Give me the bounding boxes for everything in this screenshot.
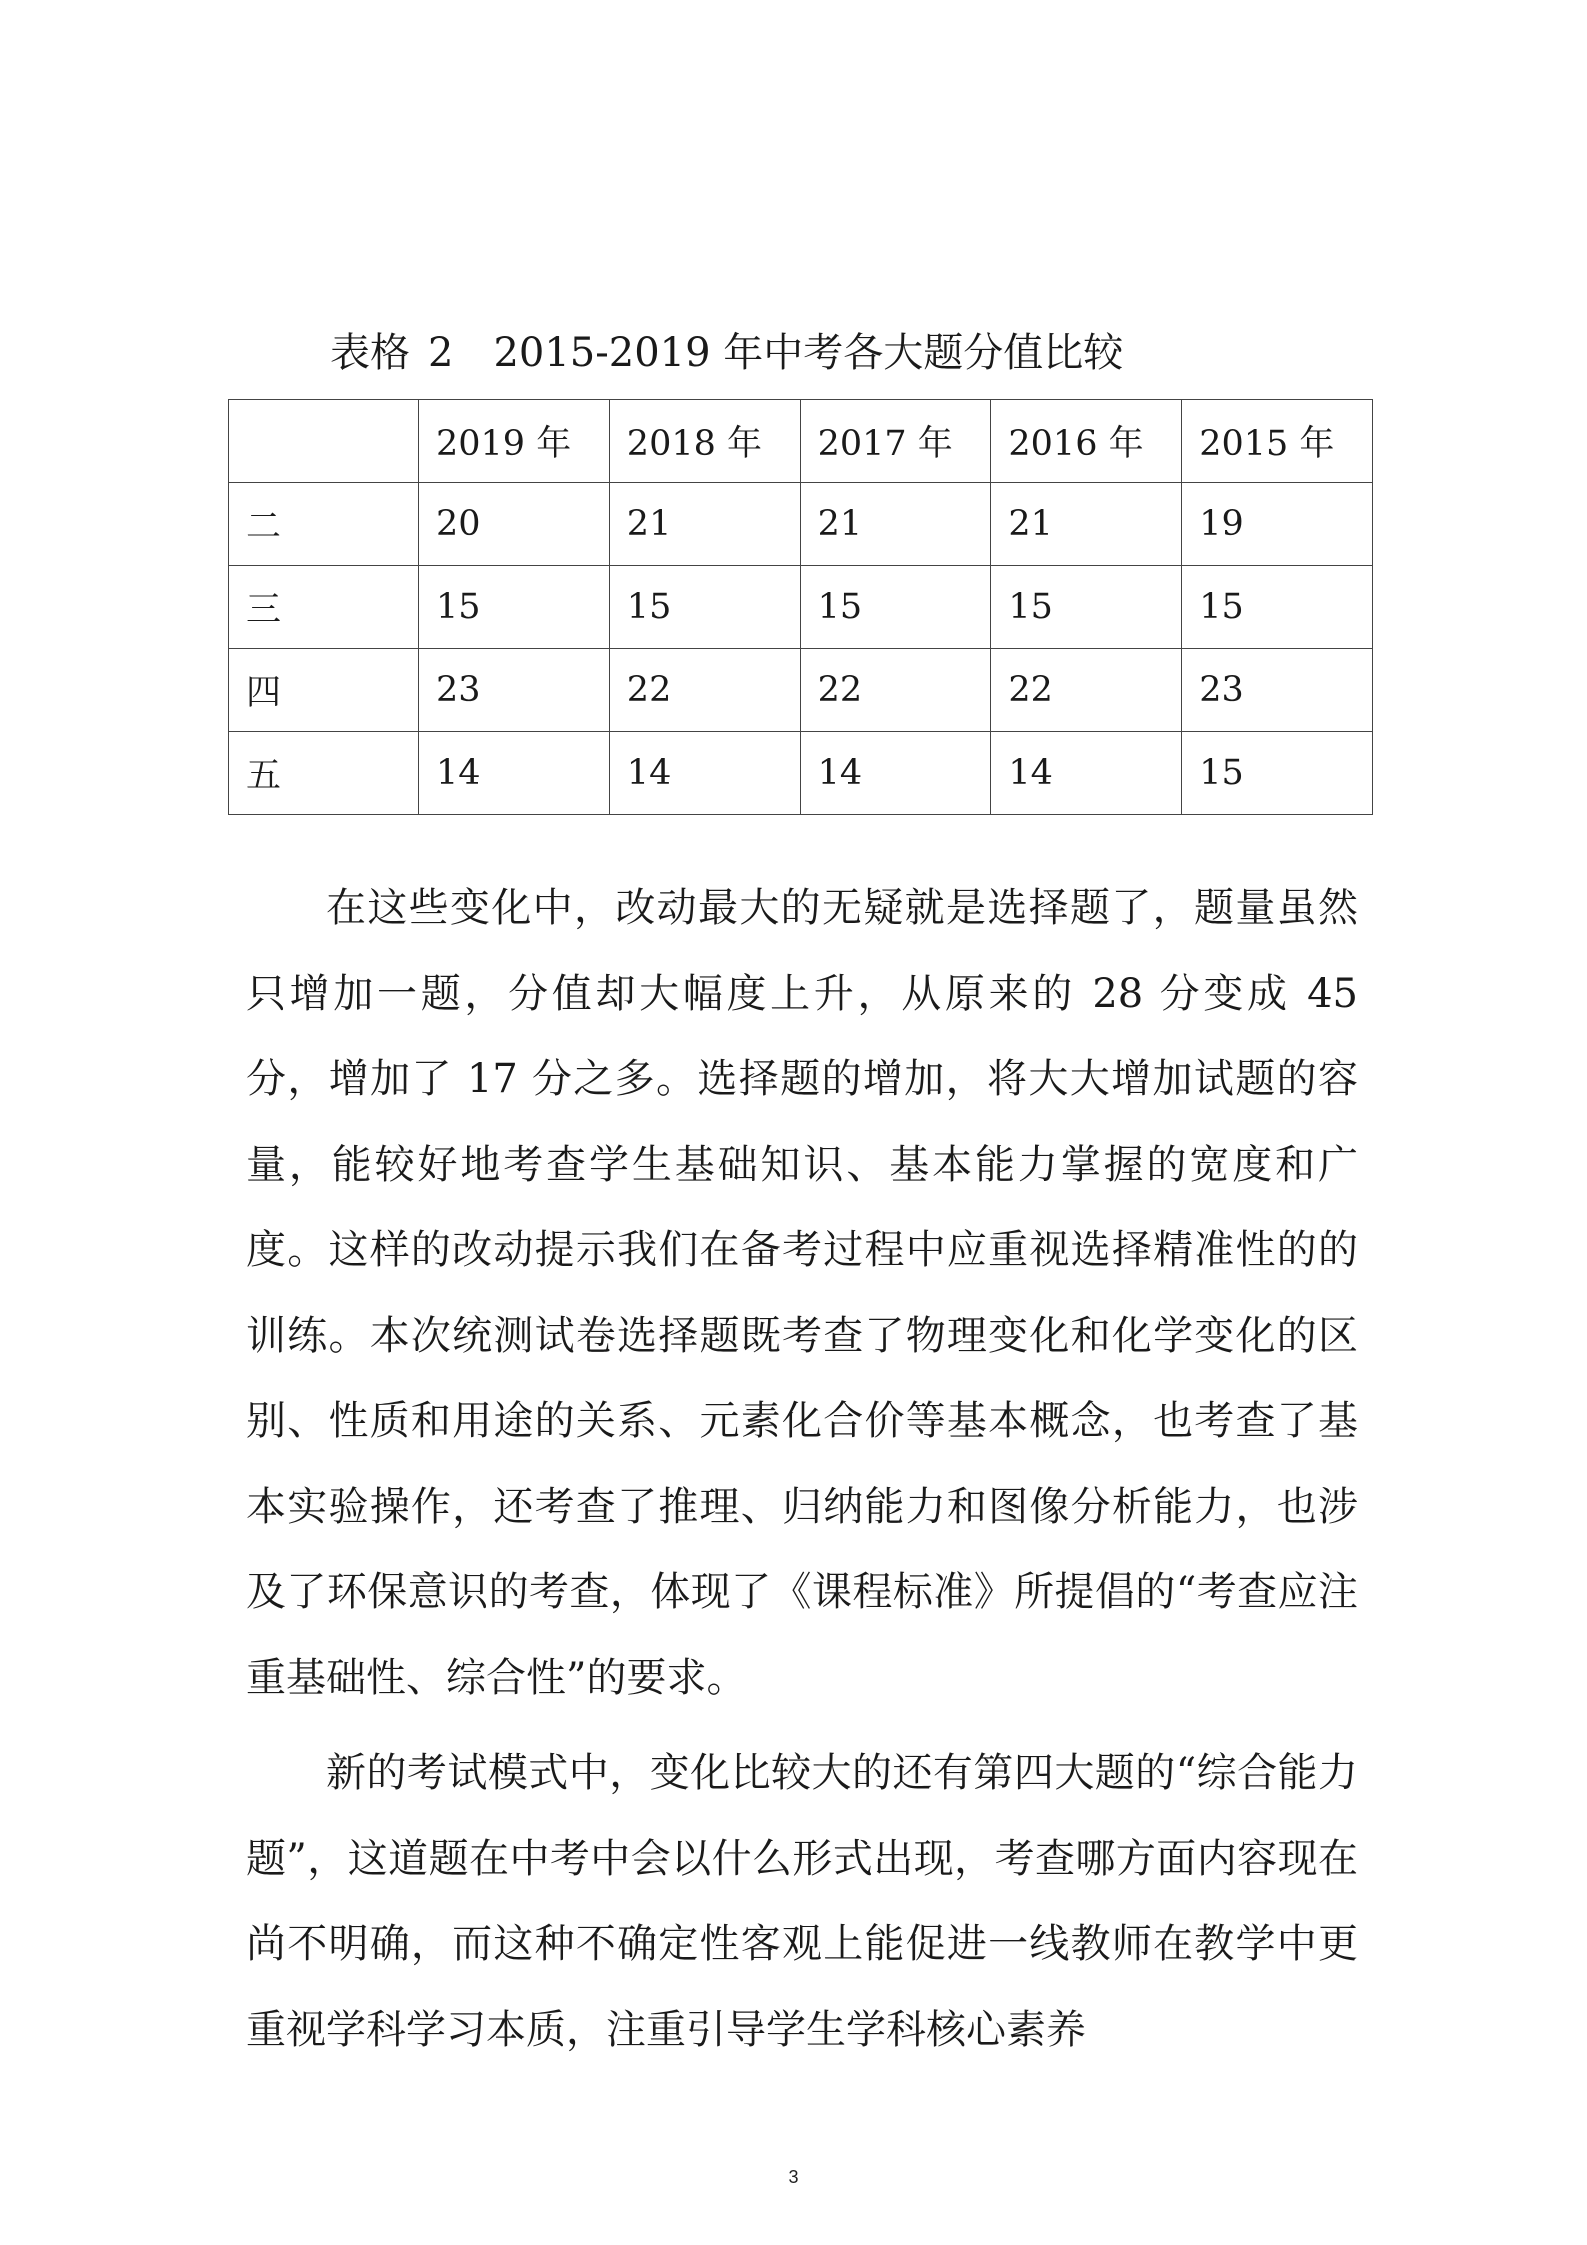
caption-text: 2015-2019 年中考各大题分值比较: [493, 330, 1124, 376]
table-cell: 二: [229, 483, 419, 566]
table-row: [229, 732, 1373, 815]
caption-label: 表格: [330, 330, 410, 376]
header-cell: 2019 年: [419, 400, 610, 483]
table-cell: 19: [1182, 483, 1373, 566]
table-row: [229, 483, 1373, 566]
table-cell: 21: [609, 483, 800, 566]
table-cell: 15: [1182, 732, 1373, 815]
table-caption: [330, 328, 1230, 378]
table-cell: 22: [991, 649, 1182, 732]
table-cell: 20: [419, 483, 610, 566]
table-cell: 15: [609, 566, 800, 649]
header-cell: 2015 年: [1182, 400, 1373, 483]
table-cell: 15: [419, 566, 610, 649]
table-cell: 14: [609, 732, 800, 815]
table-cell: 22: [609, 649, 800, 732]
table-cell: 21: [991, 483, 1182, 566]
table-cell: 21: [800, 483, 991, 566]
table-header-row: [229, 400, 1373, 483]
header-cell: 2018 年: [609, 400, 800, 483]
table-cell: 四: [229, 649, 419, 732]
caption-number: 2: [428, 330, 454, 376]
table-cell: 五: [229, 732, 419, 815]
table-row: [229, 566, 1373, 649]
table-row: [229, 649, 1373, 732]
table-cell: 三: [229, 566, 419, 649]
header-cell: 2016 年: [991, 400, 1182, 483]
body-paragraph: 在这些变化中，改动最大的无疑就是选择题了，题量虽然只增加一题，分值却大幅度上升，从原来的 28 分变成 45 分，增加了 17 分之多。选择题的增加，将大大增加试题的容量，能较好地考查学生基础知识、基本能力掌握的宽度和广度。这样的改动提示我们在备考过程中应重视选择精准性的的训练。本次统测试卷选择题既考查了物理变化和化学变化的区别、性质和用途的关系、元素化合价等基本概念，也考查了基本实验操作，还考查了推理、归纳能力和图像分析能力，也涉及了环保意识的考查，体现了《课程标准》所提倡的“考查应注重基础性、综合性”的要求。: [246, 885, 1358, 1701]
score-comparison-table: [228, 399, 1373, 815]
table-cell: 23: [419, 649, 610, 732]
table-cell: 15: [800, 566, 991, 649]
table-cell: 14: [800, 732, 991, 815]
table-cell: 14: [419, 732, 610, 815]
page-number: 3: [788, 2167, 799, 2187]
table-cell: 14: [991, 732, 1182, 815]
table-cell: 15: [991, 566, 1182, 649]
table-cell: 15: [1182, 566, 1373, 649]
body-paragraph: 新的考试模式中，变化比较大的还有第四大题的“综合能力题”，这道题在中考中会以什么形式出现，考查哪方面内容现在尚不明确，而这种不确定性客观上能促进一线教师在教学中更重视学科学习本质，注重引导学生学科核心素养: [246, 1750, 1358, 2053]
header-cell: [229, 400, 419, 483]
header-cell: 2017 年: [800, 400, 991, 483]
table-cell: 23: [1182, 649, 1373, 732]
table-cell: 22: [800, 649, 991, 732]
